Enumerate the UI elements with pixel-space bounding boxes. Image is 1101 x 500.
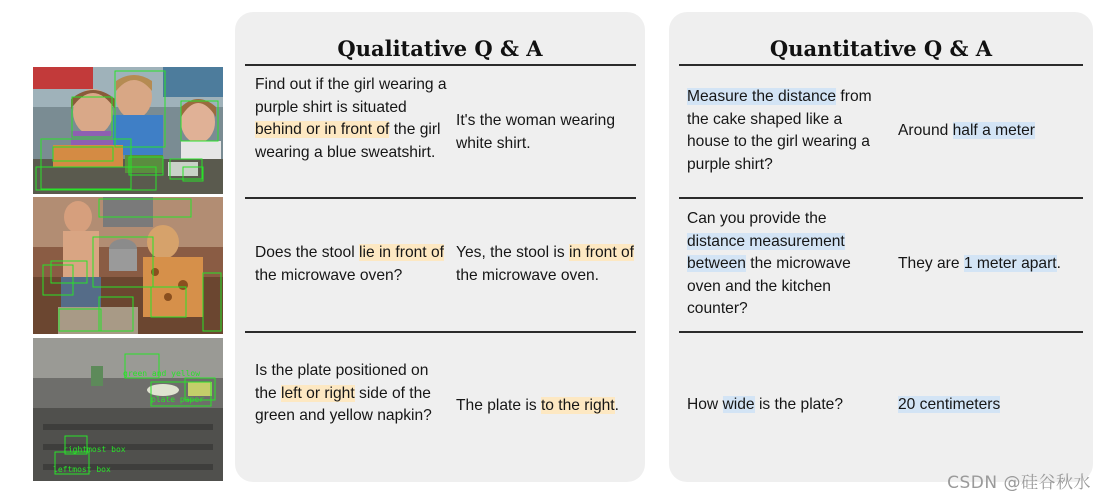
qualitative-panel xyxy=(235,12,645,482)
highlighted-phrase: left or right xyxy=(281,384,355,402)
label-rightmost-box: rightmost box xyxy=(63,445,126,454)
highlighted-phrase: lie in front of xyxy=(359,243,444,261)
quantitative-question-2: Can you provide the distance measurement between the microwave oven and the kitchen counter? xyxy=(687,210,851,318)
quantitative-question-1: Measure the distance from the cake shaped like a house to the girl wearing a purple shirt? xyxy=(687,88,872,173)
photo-children-cake xyxy=(33,67,223,194)
qualitative-question-1: Find out if the girl wearing a purple shirt is situated behind or in front of the girl wearing a blue sweatshirt. xyxy=(255,76,447,161)
highlighted-phrase: half a meter xyxy=(952,121,1035,139)
highlighted-phrase: in front of xyxy=(568,243,634,261)
label-green-and-yellow: green and yellow xyxy=(123,369,201,378)
photo-kitchen-kids xyxy=(33,197,223,334)
qualitative-question-3: Is the plate positioned on the left or right side of the green and yellow napkin? xyxy=(255,362,432,425)
quantitative-title: Quantitative Q & A xyxy=(769,36,993,61)
highlighted-phrase: 20 centimeters xyxy=(898,395,1001,413)
divider xyxy=(245,331,636,333)
quantitative-answer-2: They are 1 meter apart. xyxy=(898,255,1061,273)
quantitative-answer-1: Around half a meter xyxy=(898,121,1035,139)
label-leftmost-box: leftmost box xyxy=(53,465,111,474)
quantitative-answer-3 xyxy=(898,342,1083,468)
highlighted-phrase: 1 meter apart xyxy=(963,255,1057,273)
highlighted-phrase: wide xyxy=(722,395,755,413)
highlighted-phrase: Measure the distance xyxy=(687,88,837,105)
quantitative-question-3: How wide is the plate? xyxy=(687,395,844,413)
qualitative-answer-1: It's the woman wearing white shirt. xyxy=(456,112,615,152)
qualitative-title: Qualitative Q & A xyxy=(337,36,543,61)
photo-kitchen-counter xyxy=(33,338,223,481)
divider xyxy=(679,197,1083,199)
divider xyxy=(679,64,1083,66)
label-plate-paper: plate paper xyxy=(151,395,204,404)
highlighted-phrase: behind or in front of xyxy=(255,121,390,139)
quantitative-panel xyxy=(669,12,1093,482)
divider xyxy=(245,197,636,199)
qualitative-answer-2: Yes, the stool is in front of the microwave oven. xyxy=(456,243,634,284)
highlighted-phrase: distance measurement between xyxy=(687,232,845,273)
qualitative-question-2: Does the stool lie in front of the microwave oven? xyxy=(255,243,444,284)
qualitative-answer-3: The plate is to the right. xyxy=(456,396,619,414)
watermark: CSDN @硅谷秋水 xyxy=(947,473,1091,493)
divider xyxy=(679,331,1083,333)
divider xyxy=(245,64,636,66)
highlighted-phrase: to the right xyxy=(540,396,615,414)
